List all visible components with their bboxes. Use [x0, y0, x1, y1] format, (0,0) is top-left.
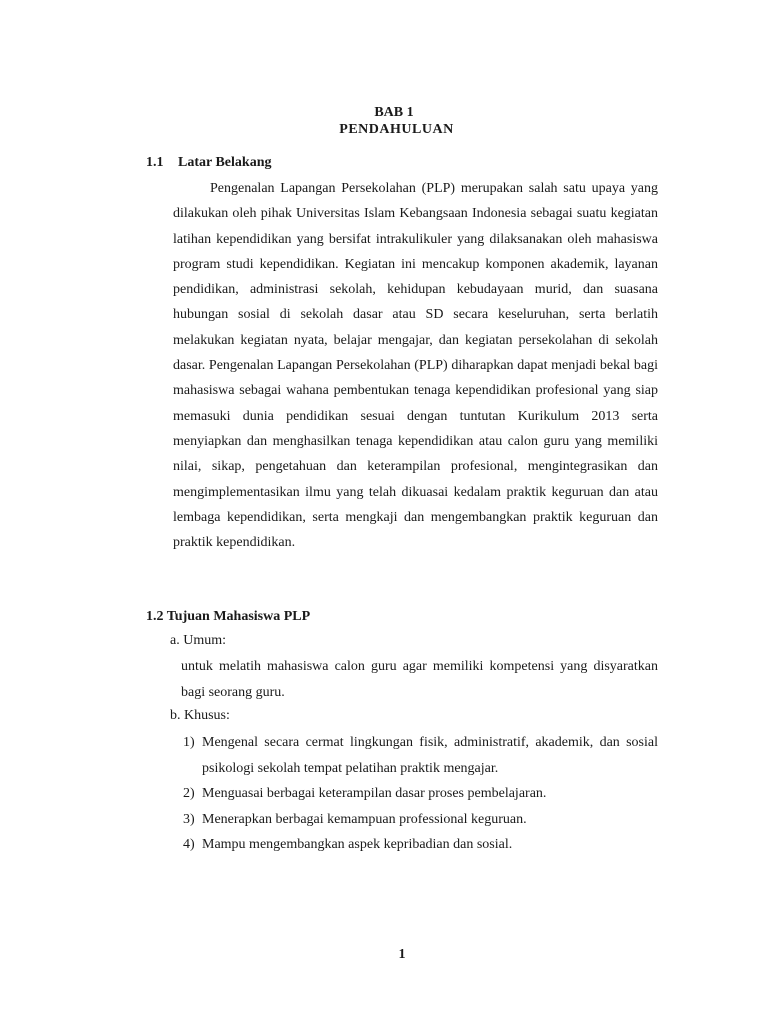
specific-objective-label: b. Khusus:	[170, 708, 230, 723]
list-item	[183, 807, 658, 833]
specific-objective-list	[183, 730, 658, 858]
list-item-text: Mampu mengembangkan aspek kepribadian dan sosial.	[202, 837, 513, 852]
list-item	[183, 781, 658, 807]
list-item-text: Menerapkan berbagai kemampuan professional keguruan.	[202, 811, 527, 827]
general-objective-text: untuk melatih mahasiswa calon guru agar memiliki kompetensi yang disyaratkan bagi seorang guru.	[181, 659, 658, 700]
list-item-text: Mengenal secara cermat lingkungan fisik, administratif, akademik, dan sosial psikologi sekolah tempat pelatihan praktik mengajar.	[202, 735, 658, 776]
section-number: 1.1	[146, 155, 164, 170]
chapter-title: PENDAHULUAN	[339, 122, 454, 137]
list-item-number: 2)	[183, 786, 195, 801]
list-item-number: 4)	[183, 837, 195, 852]
section-heading-tujuan: 1.2 Tujuan Mahasiswa PLP	[146, 609, 311, 624]
page-number: 1	[398, 947, 406, 962]
section-heading-latar-belakang	[146, 154, 271, 172]
list-item	[183, 832, 658, 858]
list-item-text: Menguasai berbagai keterampilan dasar proses pembelajaran.	[202, 786, 547, 801]
list-item	[183, 730, 658, 781]
list-item-number: 3)	[183, 811, 195, 827]
section-title: Latar Belakang	[178, 155, 272, 170]
chapter-number: BAB 1	[374, 105, 414, 120]
list-item-number: 1)	[183, 735, 195, 750]
latar-belakang-paragraph: Pengenalan Lapangan Persekolahan (PLP) merupakan salah satu upaya yang dilakukan oleh pihak Universitas Islam Kebangsaan Indonesia sebagai suatu kegiatan latihan kependidikan yang bersifat intrakulikuler yang dilaksanakan oleh mahasiswa program studi kependidikan. Kegiatan ini mencakup komponen akademik, layanan pendidikan, administrasi sekolah, kehidupan kebudayaan murid, dan suasana hubungan sosial di sekolah dasar atau SD secara keseluruhan, serta berlatih melakukan kegiatan nyata, belajar mengajar, dan kegiatan persekolahan di sekolah dasar. Pengenalan Lapangan Persekolahan (PLP) diharapkan dapat menjadi bekal bagi mahasiswa sebagai wahana pembentukan tenaga kependidikan profesional yang siap memasuki dunia pendidikan sesuai dengan tuntutan Kurikulum 2013 serta menyiapkan dan menghasilkan tenaga kependidikan atau calon guru yang memiliki nilai, sikap, pengetahuan dan keterampilan profesional, mengintegrasikan dan mengimplementasikan ilmu yang telah dikuasai kedalam praktik keguruan dan atau lembaga kependidikan, serta mengkaji dan mengembangkan praktik keguruan dan praktik kependidikan.	[173, 181, 658, 551]
general-objective-label: a. Umum:	[170, 633, 226, 648]
